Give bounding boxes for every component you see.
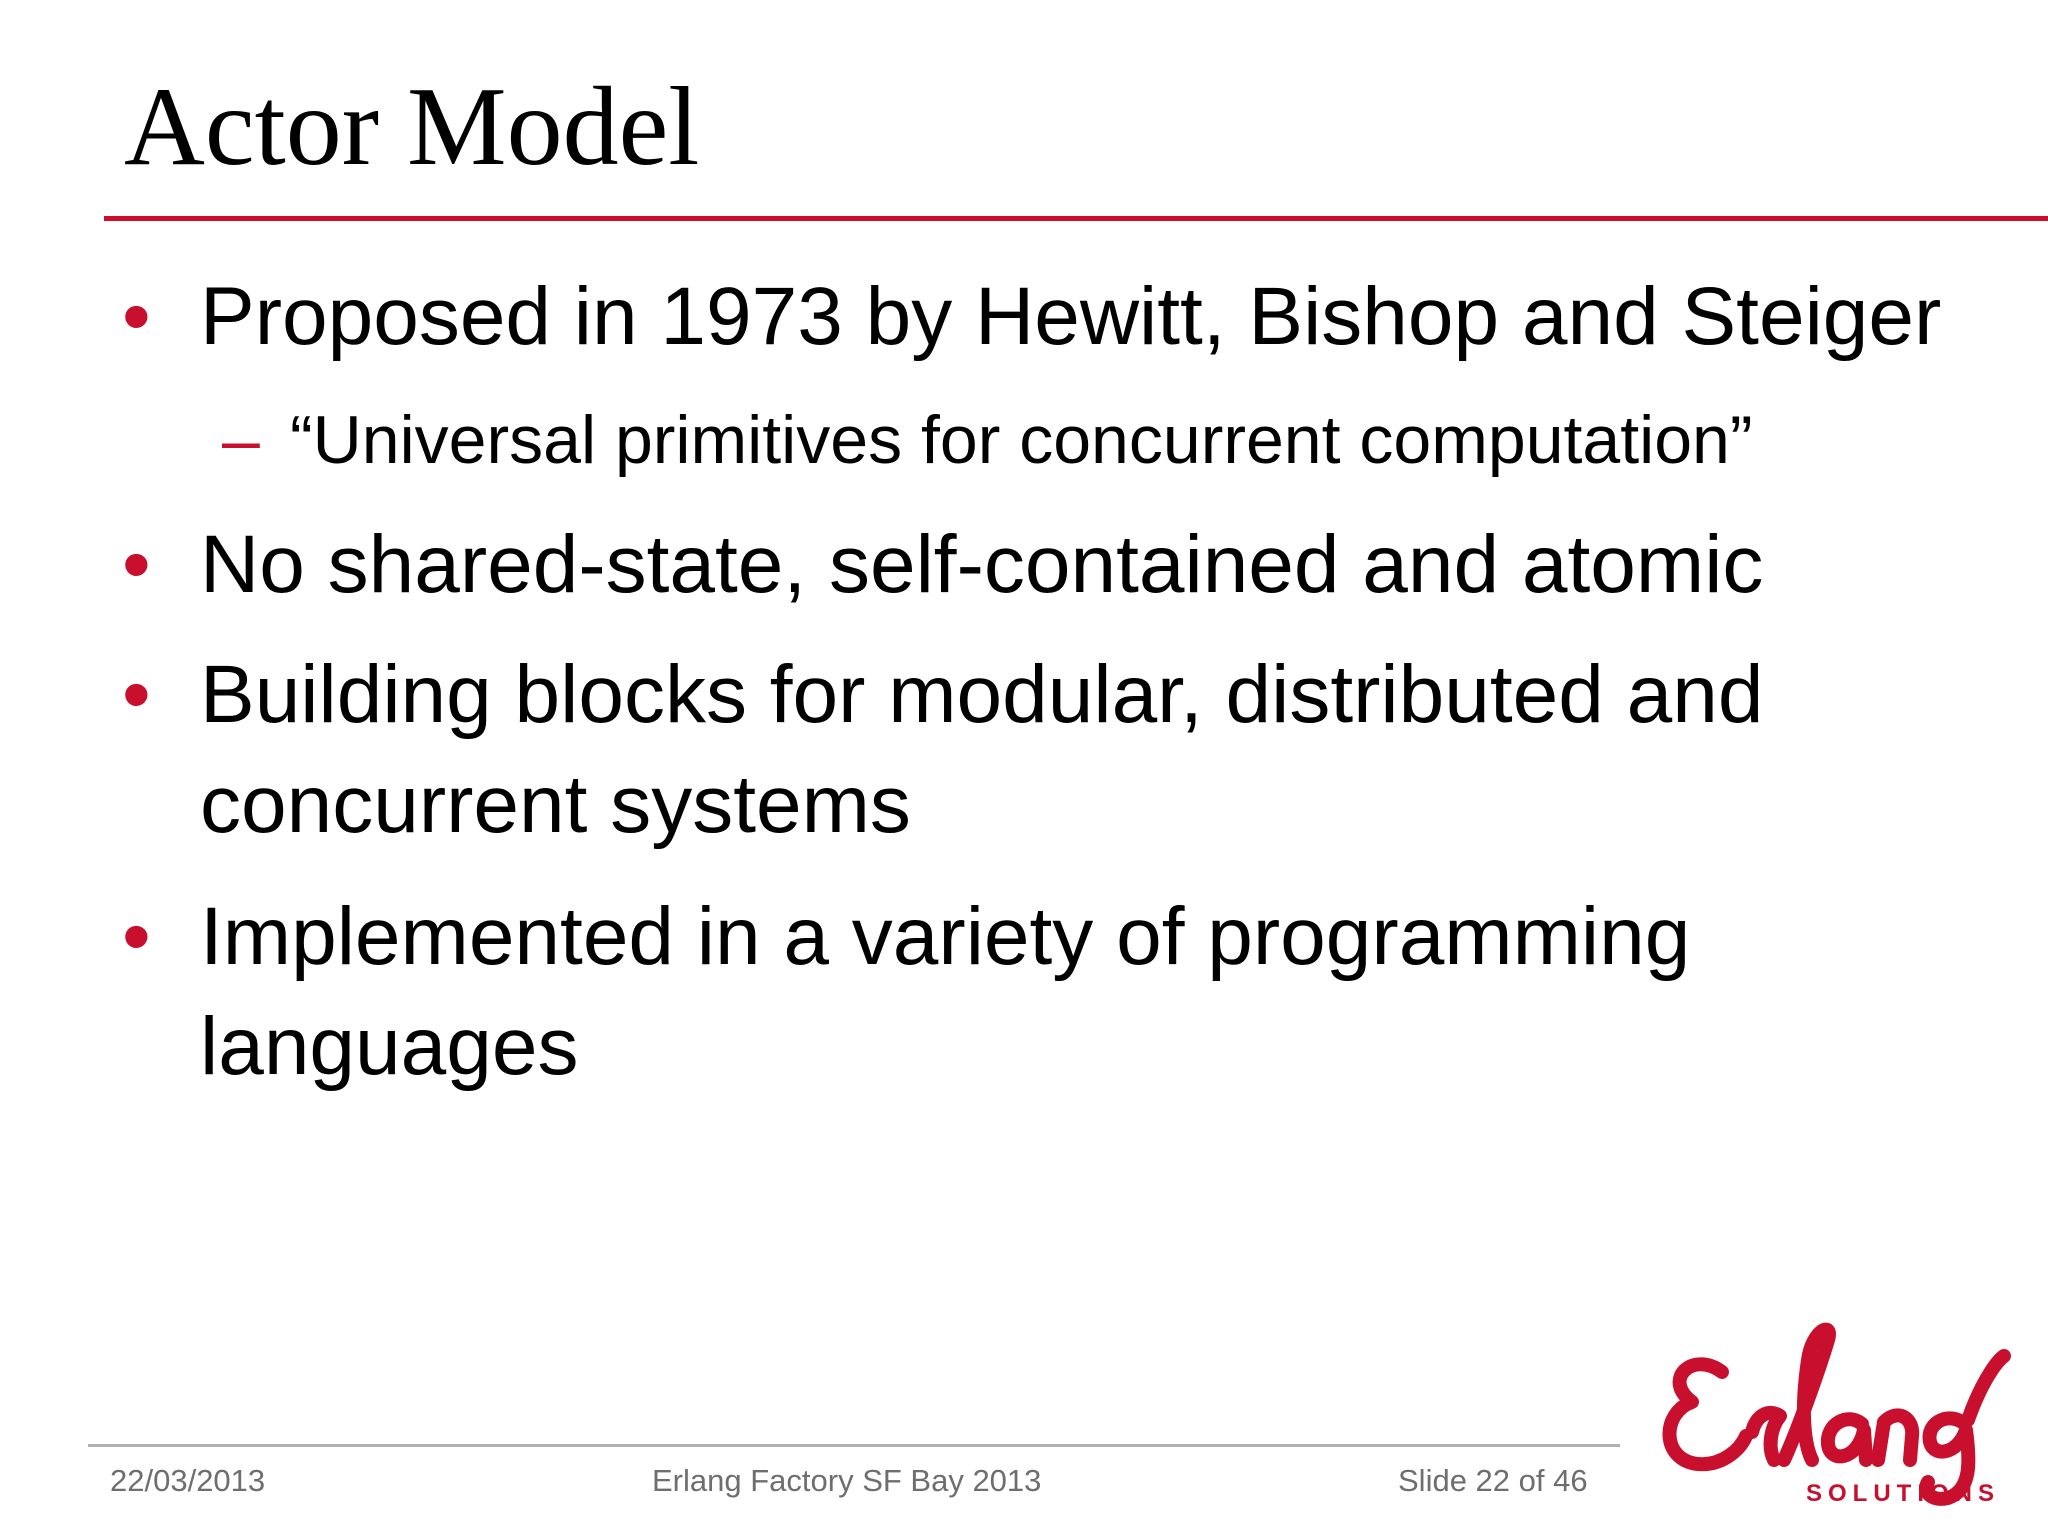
bullet-text-line-1: Implemented in a variety of programming [200,891,1691,982]
sub-bullet-text: “Universal primitives for concurrent computation” [290,402,1753,478]
bullet-item [122,882,1691,1102]
bullet-marker: • [122,271,151,362]
bullet-item [122,262,1942,372]
bullet-text-line-2: languages [200,1001,579,1092]
bullet-text: Proposed in 1973 by Hewitt, Bishop and Steiger [200,271,1942,362]
bullet-text-line-1: Building blocks for modular, distributed and [200,649,1764,740]
bullet-marker: • [122,649,151,740]
bullet-marker: • [122,519,151,610]
footer-event: Erlang Factory SF Bay 2013 [652,1463,1042,1498]
footer-divider [88,1444,1620,1447]
bullet-text-line-2: concurrent systems [200,759,911,850]
bullet-text: No shared-state, self-contained and atomic [200,519,1764,610]
logo-subtitle: SOLUTIONS [1806,1480,2001,1507]
footer-date: 22/03/2013 [110,1463,266,1498]
footer-slide-number: Slide 22 of 46 [1398,1463,1588,1498]
bullet-marker: • [122,891,151,982]
sub-bullet-marker: – [222,402,260,478]
sub-bullet-item [222,390,1753,490]
bullet-item [122,640,1764,860]
bullet-item [122,510,1764,620]
slide-title: Actor Model [124,65,700,189]
